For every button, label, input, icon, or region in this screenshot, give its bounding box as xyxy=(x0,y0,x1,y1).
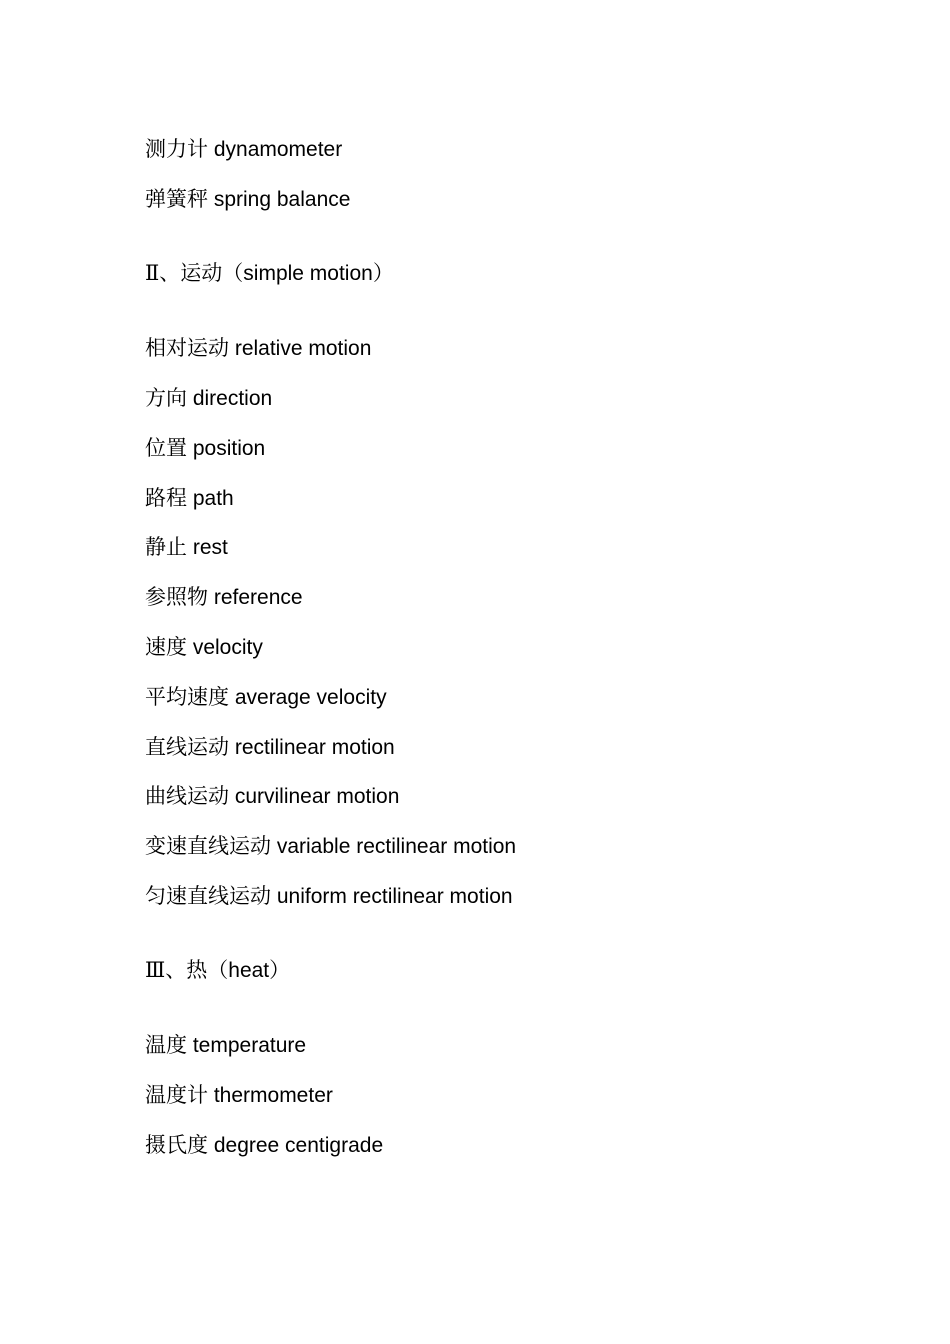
section-heading-en: heat xyxy=(228,959,270,982)
entry-thermometer xyxy=(145,1082,333,1109)
entry-average-velocity xyxy=(145,684,387,711)
section-heading-close: ） xyxy=(269,958,291,982)
entry-spring-balance xyxy=(145,186,350,213)
section-heading-motion xyxy=(145,260,394,287)
entry-term-en: rectilinear motion xyxy=(229,736,395,759)
entry-term-en: curvilinear motion xyxy=(229,785,400,808)
entry-term-zh: 方向 xyxy=(145,386,187,410)
entry-degree-centigrade xyxy=(145,1132,383,1159)
entry-temperature xyxy=(145,1032,306,1059)
entry-term-zh: 平均速度 xyxy=(145,685,229,709)
entry-term-en: temperature xyxy=(187,1034,307,1057)
entry-path xyxy=(145,485,234,512)
entry-term-zh: 匀速直线运动 xyxy=(145,884,271,908)
section-heading-heat xyxy=(145,957,290,984)
entry-term-zh: 参照物 xyxy=(145,585,208,609)
entry-term-zh: 弹簧秤 xyxy=(145,187,208,211)
entry-term-zh: 静止 xyxy=(145,535,187,559)
entry-uniform-rectilinear-motion xyxy=(145,883,513,910)
entry-relative-motion xyxy=(145,335,371,362)
entry-term-en: rest xyxy=(187,536,228,559)
entry-rest xyxy=(145,534,228,561)
entry-term-zh: 直线运动 xyxy=(145,735,229,759)
entry-term-en: reference xyxy=(208,586,303,609)
entry-term-en: velocity xyxy=(187,636,263,659)
entry-rectilinear-motion xyxy=(145,734,395,761)
entry-term-zh: 测力计 xyxy=(145,137,208,161)
entry-term-en: relative motion xyxy=(229,337,372,360)
entry-term-zh: 温度计 xyxy=(145,1083,208,1107)
entry-position xyxy=(145,435,265,462)
entry-term-en: degree centigrade xyxy=(208,1134,384,1157)
entry-term-zh: 摄氏度 xyxy=(145,1133,208,1157)
entry-reference xyxy=(145,584,303,611)
entry-term-zh: 位置 xyxy=(145,436,187,460)
section-heading-close: ） xyxy=(372,261,394,285)
entry-term-en: direction xyxy=(187,387,273,410)
section-heading-zh: Ⅲ、热（ xyxy=(145,958,229,982)
section-heading-en: simple motion xyxy=(243,262,373,285)
entry-term-zh: 变速直线运动 xyxy=(145,834,271,858)
entry-term-zh: 路程 xyxy=(145,486,187,510)
entry-term-en: position xyxy=(187,437,266,460)
entry-variable-rectilinear-motion xyxy=(145,833,516,860)
entry-term-zh: 温度 xyxy=(145,1033,187,1057)
entry-curvilinear-motion xyxy=(145,783,399,810)
entry-term-en: uniform rectilinear motion xyxy=(271,885,513,908)
entry-term-zh: 速度 xyxy=(145,635,187,659)
entry-dynamometer xyxy=(145,136,342,163)
entry-velocity xyxy=(145,634,263,661)
entry-term-en: spring balance xyxy=(208,188,351,211)
entry-term-en: path xyxy=(187,487,234,510)
entry-term-en: dynamometer xyxy=(208,138,343,161)
entry-term-en: thermometer xyxy=(208,1084,333,1107)
entry-term-en: variable rectilinear motion xyxy=(271,835,517,858)
entry-term-en: average velocity xyxy=(229,686,387,709)
section-heading-zh: Ⅱ、运动（ xyxy=(145,261,244,285)
entry-direction xyxy=(145,385,272,412)
entry-term-zh: 相对运动 xyxy=(145,336,229,360)
entry-term-zh: 曲线运动 xyxy=(145,784,229,808)
